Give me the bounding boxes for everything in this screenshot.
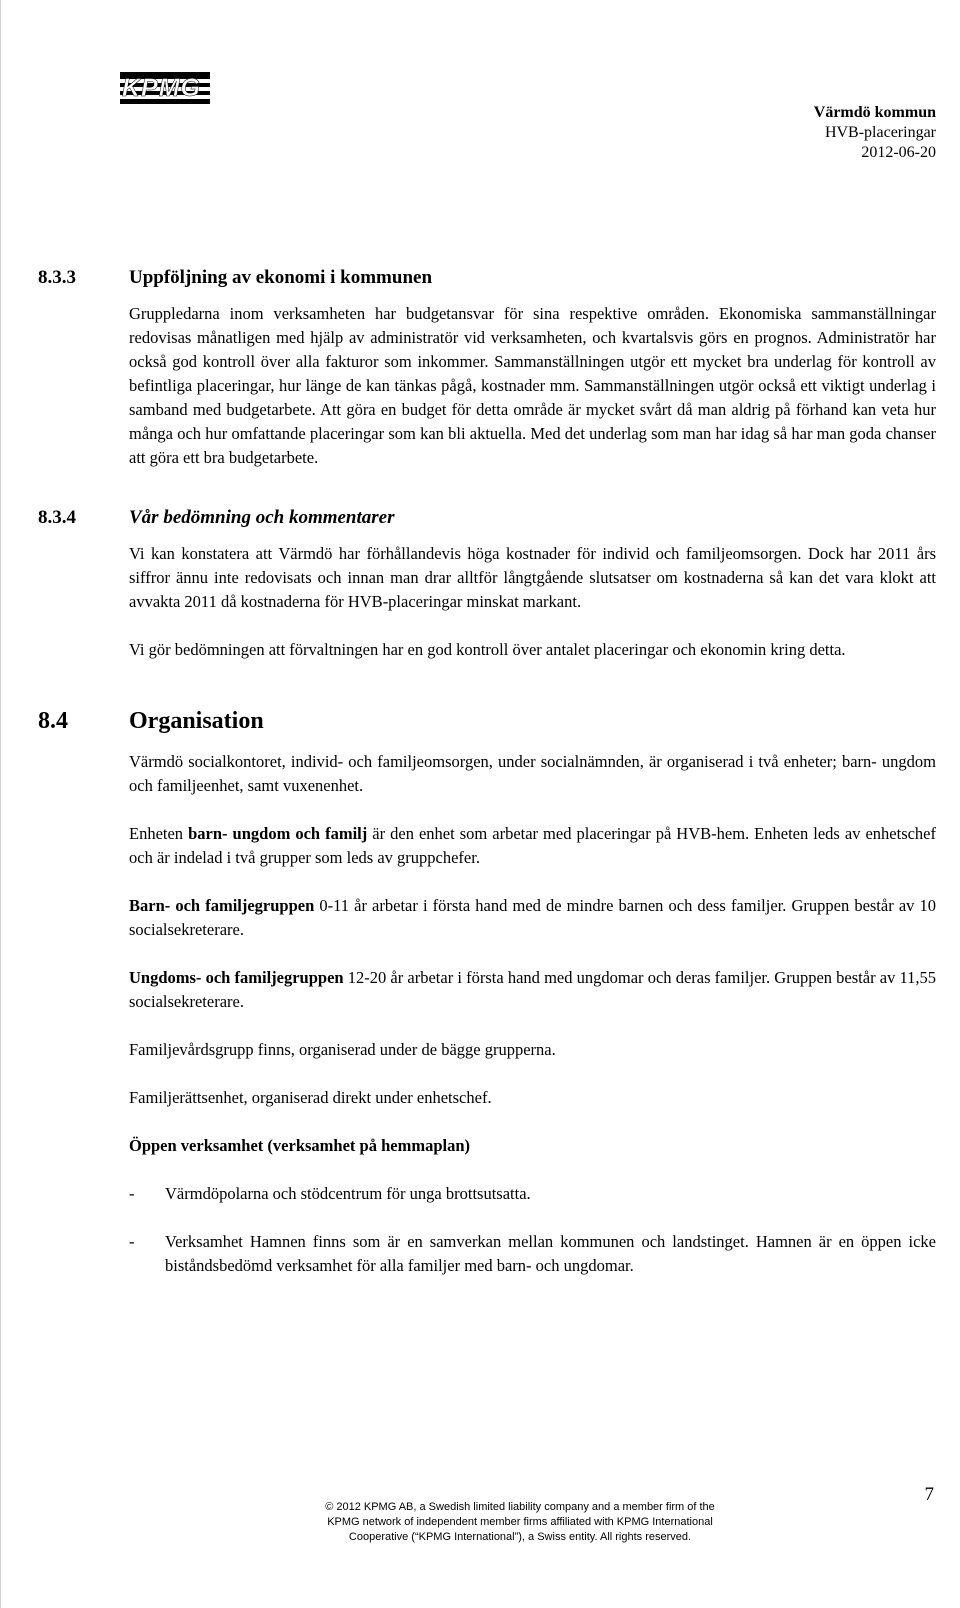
paragraph xyxy=(129,966,936,1014)
paragraph: Vi kan konstatera att Värmdö har förhållandevis höga kostnader för individ och familjeomsorgen. Dock har 2011 års siffror ännu inte redovisats och innan man drar alltför långtgående slutsatser om kostnaderna så kan det vara klokt att avvakta 2011 då kostnaderna för HVB-placeringar minskat markant. xyxy=(129,544,936,611)
logo-text: KPMG xyxy=(122,74,201,102)
page-edge xyxy=(0,0,1,1608)
paragraph: Vi gör bedömningen att förvaltningen har en god kontroll över antalet placeringar och ekonomin kring detta. xyxy=(129,640,846,659)
report-date: 2012-06-20 xyxy=(861,144,936,161)
paragraph: Gruppledarna inom verksamheten har budgetansvar för sina respektive områden. Ekonomiska sammanställningar redovisas månatligen med hjälp av administratör vid verksamheten, och kvartalsvis görs en prognos. Administratör har också god kontroll över alla fakturor som inkommer. Sammanställningen utgör ett mycket bra underlag för kontroll av befintliga placeringar, hur länge de kan tänkas pågå, kostnader mm. Sammanställningen utgör också ett viktigt underlag i samband med budgetarbete. Att göra en budget för detta område är mycket svårt då man aldrig på förhand kan veta hur många och hur omfattande placeringar som kan bli aktuella. Med det underlag som man har idag så har man goda chanser att göra ett bra budgetarbete. xyxy=(129,304,936,467)
section-833-body xyxy=(129,302,936,470)
group-name: Ungdoms- och familjegruppen xyxy=(129,968,344,987)
section-number: 8.3.4 xyxy=(38,507,76,528)
page-number: 7 xyxy=(924,1484,934,1505)
text-run: är den enhet som arbetar med placeringar på HVB-hem. Enheten leds av enhetschef och är indelad i två grupper som leds av gruppchefer. xyxy=(129,824,937,867)
list-dash: - xyxy=(129,1184,135,1203)
section-title: Vår bedömning och kommentarer xyxy=(129,507,395,528)
section-heading-84 xyxy=(38,706,936,736)
section-heading-834 xyxy=(38,506,936,530)
page-content xyxy=(38,266,936,1302)
report-title: HVB-placeringar xyxy=(824,124,936,141)
kpmg-logo xyxy=(120,72,210,104)
section-heading-833 xyxy=(38,266,936,290)
section-title: Organisation xyxy=(129,708,264,734)
footer-line: Cooperative (“KPMG International”), a Swiss entity. All rights reserved. xyxy=(348,1531,692,1543)
text-run: 12-20 år arbetar i första hand med ungdomar och deras familjer. Gruppen består av 11,55 socialsekreterare. xyxy=(129,968,936,1011)
list-item xyxy=(129,1182,936,1206)
group-name: Barn- och familjegruppen xyxy=(129,896,315,915)
document-header xyxy=(814,103,936,163)
organization-name: Värmdö kommun xyxy=(813,104,936,121)
section-number: 8.4 xyxy=(38,708,68,734)
list-dash: - xyxy=(129,1232,135,1251)
footer-line: © 2012 KPMG AB, a Swedish limited liability company and a member firm of the xyxy=(325,1501,715,1513)
footer xyxy=(0,1500,960,1545)
text-run: 0-11 år arbetar i första hand med de mindre barnen och dess familjer. Gruppen består av 10 socialsekreterare. xyxy=(129,896,936,939)
activity-list xyxy=(129,1182,936,1278)
list-item-text: Värmdöpolarna och stödcentrum för unga brottsutsatta. xyxy=(165,1184,531,1203)
paragraph: Familjerättsenhet, organiserad direkt under enhetschef. xyxy=(129,1088,492,1107)
text-run: Enheten xyxy=(129,824,189,843)
subheading: Öppen verksamhet (verksamhet på hemmaplan) xyxy=(129,1136,470,1155)
list-item-text: Verksamhet Hamnen finns som är en samverkan mellan kommunen och landstinget. Hamnen är en öppen icke biståndsbedömd verksamhet för alla familjer med barn- och ungdomar. xyxy=(165,1232,936,1275)
section-number: 8.3.3 xyxy=(38,267,76,288)
section-84-body xyxy=(129,750,936,1158)
unit-name: barn- ungdom och familj xyxy=(188,824,368,843)
paragraph: Familjevårdsgrupp finns, organiserad under de bägge grupperna. xyxy=(129,1040,556,1059)
section-834-body xyxy=(129,542,936,662)
section-title: Uppföljning av ekonomi i kommunen xyxy=(129,267,433,288)
paragraph: Värmdö socialkontoret, individ- och familjeomsorgen, under socialnämnden, är organiserad i två enheter; barn- ungdom och familjeenhet, samt vuxenenhet. xyxy=(129,752,936,795)
footer-line: KPMG network of independent member firms affiliated with KPMG International xyxy=(327,1516,713,1528)
paragraph xyxy=(129,894,936,942)
list-item xyxy=(129,1230,936,1278)
paragraph xyxy=(129,822,936,870)
